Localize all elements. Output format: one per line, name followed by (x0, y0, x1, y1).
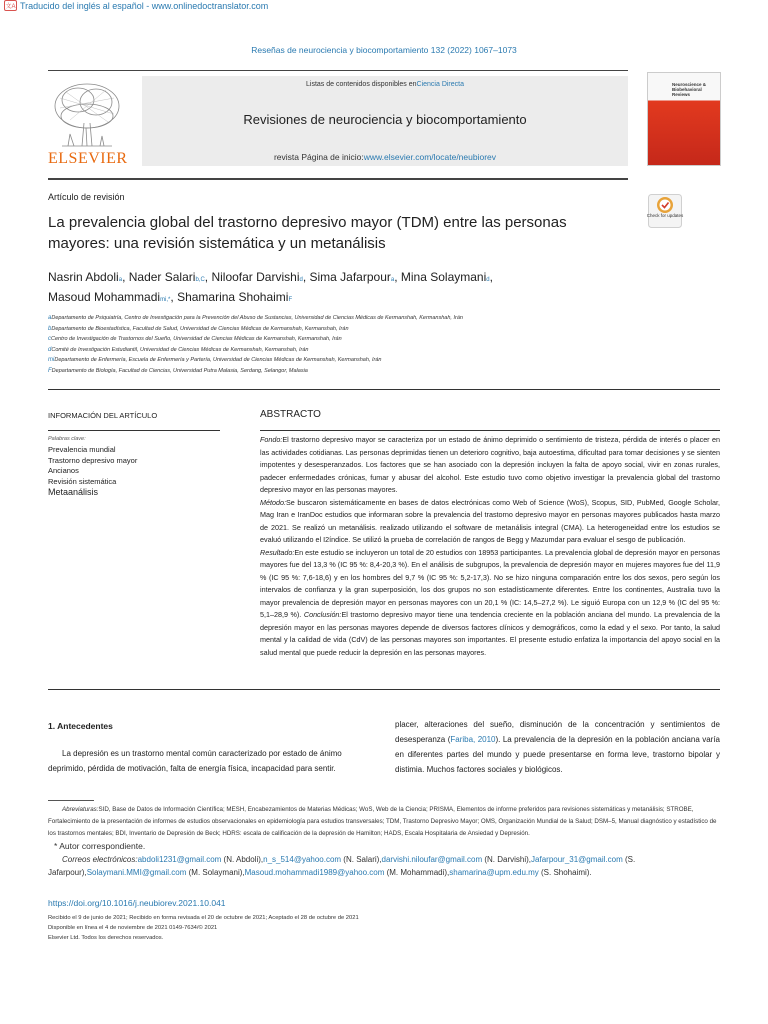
homepage-prefix: revista Página de inicio: (273, 152, 364, 162)
affiliation: FDepartamento de Biología, Facultad de Ciencias, Universidad Putra Malasia, Serdang, Selangor, Malasia (48, 367, 308, 374)
contents-prefix: Listas de contenidos disponibles en (306, 81, 417, 88)
publication-dates (48, 913, 720, 943)
check-for-updates-label: Check for updates (646, 213, 684, 218)
author[interactable]: Mina Solaymanid, (400, 270, 493, 284)
email-link[interactable]: n_s_514@yahoo.com (263, 855, 342, 864)
email-link[interactable]: Solaymani.MMI@gmail.com (86, 868, 187, 877)
email-link[interactable]: Jafarpour_31@gmail.com (531, 855, 623, 864)
keyword: Revisión sistemática (48, 476, 117, 486)
email-list: Correos electrónicos:abdoli1231@gmail.com (N. Abdoli),n_s_514@yahoo.com (N. Salari),darvishi.niloufar@gmail.com (N. Darvishi),Jafarpour_31@gmail.com (S. Jafarpour),Solaymani.MMI@gmail.com (M. Solaymani),Masoud.mohammadi1989@yahoo.com (M. Mohammadi),shamarina@upm.edu.my (S. Shohaimi). (48, 855, 636, 877)
article-type: Artículo de revisión (48, 192, 125, 202)
homepage-link[interactable]: www.elsevier.com/locate/neubiorev (363, 152, 497, 162)
date-line: Elsevier Ltd. Todos los derechos reservados. (48, 935, 164, 941)
divider (260, 430, 720, 431)
check-for-updates-icon[interactable] (648, 194, 682, 228)
translation-banner[interactable] (4, 0, 268, 11)
author[interactable]: Niloofar Darvishid, (211, 270, 310, 284)
masthead-top-rule (48, 70, 628, 71)
contents-line (142, 81, 628, 88)
keyword: Ancianos (48, 466, 79, 475)
section-heading: 1. Antecedentes (48, 721, 113, 731)
email-link[interactable]: abdoli1231@gmail.com (137, 855, 222, 864)
keywords-label: Palabras clave: (48, 436, 86, 442)
intro-right-column: placer, alteraciones del sueño, disminución de la concentración y sentimientos de desesperanza (Fariba, 2010). La prevalencia de la depresión en la población anciana varía en diferentes partes del mundo y puede presentarse en forma leve, trastorno bipolar y distimia. Muchos factores sociales y biológicos. (395, 720, 720, 774)
footnote-rule (48, 800, 94, 801)
publisher-wordmark: ELSEVIER (48, 150, 128, 167)
author[interactable]: Masoud Mohammadimi,*, (48, 290, 178, 304)
cover-title: Neuroscience & Biobehavioral Reviews (672, 82, 707, 97)
sciencedirect-link[interactable]: Ciencia Directa (416, 81, 464, 88)
author[interactable]: Nader Salarib,C, (128, 270, 212, 284)
article-title: La prevalencia global del trastorno depresivo mayor (TDM) entre las personas mayores: una revisión sistemática y un metanálisis (48, 214, 567, 252)
journal-reference[interactable]: Reseñas de neurociencia y biocomportamiento 132 (2022) 1067–1073 (251, 45, 517, 55)
abstract-result: Resultado:En este estudio se incluyeron un total de 20 estudios con 18953 participantes. La prevalencia global de depresión mayor en personas mayores fue del 13,3 % (IC 95 %: 8,4-20,3 %). En el análisis de subgrupos, la prevalencia de depresión mayor en mujeres mayores fue del 11,9 % (IC 95 %: 7,6-18,6) y en los hombres del 9,7 % (IC 95 %: 5,2-17,3). No se hizo ninguna comparación entre los dos sexos, pero según los intervalos de confianza y la gran superposición, los dos grupos no son estadísticamente diferentes. Entre los continentes, Australia tuvo la mayor prevalencia de depresión mayor en personas mayores con un 20,1 % (IC: 14,5–27,2 %). Le siguió Europa con un 12,9 % (IC del 95 %: 5,1–28,9 %). Conclusión:El trastorno depresivo mayor tiene una tendencia creciente en la población anciana del mundo. La prevalencia de la depresión mayor en las personas mayores depende de diversos factores clínicos y demográficos, como la edad y el sexo. Por tanto, la salud mental y la calidad de vida (CdV) de las personas mayores son importantes. El presente estudio enfatiza la importancia del apoyo social en la salud mental que puede reducir la depresión en las personas mayores. (260, 547, 720, 657)
abstract-heading: ABSTRACTO (260, 409, 321, 420)
abstract-background: Fondo:El trastorno depresivo mayor se caracteriza por un estado de ánimo deprimido o sentimiento de tristeza, pérdida de interés o placer en las actividades cotidianas. Las personas deprimidas tienen un deterioro cognitivo, baja autoestima, dificultad para tomar decisiones y se sienten impotentes y desesperanzados. Los factores que se han asociado con la depresión incluyen la falta de apoyo social, vivir en zonas rurales, padecer enfermedades crónicas, fumar y abusar del alcohol. Este estudio tuvo como objetivo investigar la prevalencia global del trastorno depresivo mayor en las personas mayores. (260, 435, 720, 494)
keyword-list (48, 445, 248, 498)
article-info-heading: INFORMACIÓN DEL ARTÍCULO (48, 411, 158, 420)
affiliation: bDepartamento de Bioestadística, Facultad de Salud, Universidad de Ciencias Médicas de Kermanshah, Kermanshah, Irán (48, 325, 349, 332)
divider (48, 430, 220, 431)
translate-icon: 文A (4, 0, 17, 11)
author-list (48, 269, 648, 309)
affiliation: miDepartamento de Enfermería, Escuela de Enfermería y Partería, Universidad de Ciencias Médicas de Kermanshah, Kermanshah, Irán (48, 357, 382, 363)
journal-title: Revisiones de neurociencia y biocomportamiento (243, 112, 527, 127)
date-line: Disponible en línea el 4 de noviembre de 2021 0149-7634/© 2021 (48, 925, 218, 931)
keyword: Trastorno depresivo mayor (48, 455, 138, 465)
author[interactable]: Shamarina ShohaimiF (177, 290, 293, 304)
email-link[interactable]: Masoud.mohammadi1989@yahoo.com (244, 868, 385, 877)
divider (48, 689, 720, 690)
affiliation: dComité de Investigación Estudiantil, Universidad de Ciencias Médicas de Kermanshah, Kermanshah, Irán (48, 346, 309, 353)
doi-link[interactable]: https://doi.org/10.1016/j.neubiorev.2021.10.041 (48, 898, 226, 908)
intro-left-column: La depresión es un trastorno mental común caracterizado por estado de ánimo deprimido, pérdida de motivación, falta de energía física, incapacidad para sentir. (48, 749, 342, 773)
abstract-body (260, 434, 720, 659)
corresponding-author-note: * Autor correspondiente. (54, 841, 146, 851)
divider (48, 389, 720, 390)
author[interactable]: Nasrin Abdolia, (48, 270, 129, 284)
keyword: Prevalencia mundial (48, 445, 116, 454)
keyword: Metaanálisis (48, 487, 99, 497)
email-link[interactable]: shamarina@upm.edu.my (449, 868, 539, 877)
date-line: Recibido el 9 de junio de 2021; Recibido en forma revisada el 20 de octubre de 2021; Aceptado el 28 de octubre de 2021 (48, 915, 359, 921)
abbreviations-note: Abreviaturas:SID, Base de Datos de Información Científica; MESH, Encabezamientos de Materias Médicas; WoS, Web de la Ciencia; PRISMA, Elementos de informe preferidos para revisiones sistemáticas y metanálisis; STROBE, Fortalecimiento de la presentación de informes de estudios observacionales en epidemiología para estudios transversales; TDM, Trastorno Depresivo Mayor; OMS, Organización Mundial de la Salud; DSM–5, Manual diagnóstico y estadístico de los trastornos mentales; BDI, Inventario de Depresión de Beck; HDRS: escala de calificación de la depresión de Hamilton; HADS, Escala Hospitalaria de Ansiedad y Depresión. (48, 806, 717, 837)
translation-banner-text: Traducido del inglés al español - www.onlinedoctranslator.com (20, 0, 269, 11)
email-link[interactable]: darvishi.niloufar@gmail.com (381, 855, 483, 864)
homepage-line (142, 152, 628, 162)
abstract-method: Método:Se buscaron sistemáticamente en bases de datos electrónicas como Web of Science (WoS), Scopus, SID, PubMed, Google Scholar, Mag Iran e IranDoc estudios que informaran sobre la prevalencia del trastorno depresivo mayor en personas mayores publicados hasta marzo de 2021. Se realizó un metanálisis. realizado utilizando el software de metanálisis integral (CMA). La heterogeneidad entre los estudios se evaluó utilizando el I2índice. Se utilizó la prueba de correlación de rangos de Begg y Mazumdar para evaluar el sesgo de publicación. (260, 497, 720, 544)
author[interactable]: Sima Jafarpoura, (309, 270, 401, 284)
affiliation: aDepartamento de Psiquiatría, Centro de Investigación para la Prevención del Abuso de Sustancias, Universidad de Ciencias Médicas de Kermanshah, Kermanshah, Irán (48, 315, 463, 321)
footnotes (48, 804, 720, 879)
citation-link[interactable]: Fariba, 2010 (450, 735, 496, 744)
affiliation: cCentro de Investigación de Trastornos del Sueño, Universidad de Ciencias Médicas de Kermanshah, Kermanshah, Irán (48, 336, 342, 342)
affiliations (48, 313, 728, 376)
masthead-bottom-rule (48, 178, 628, 180)
